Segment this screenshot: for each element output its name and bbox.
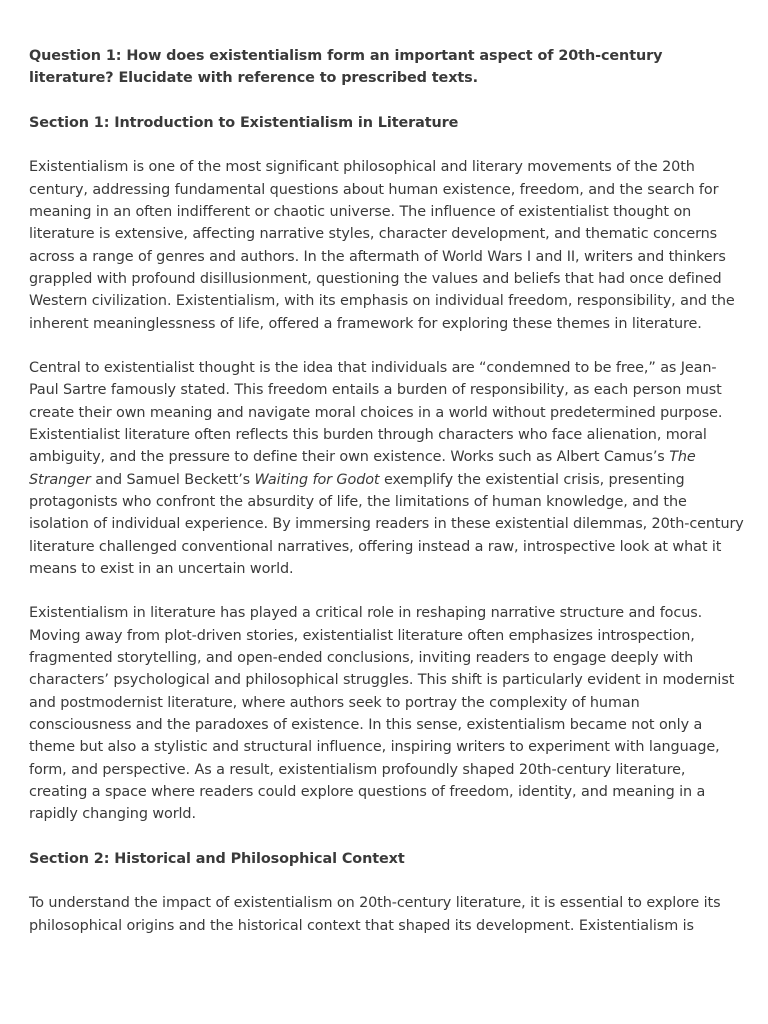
book-title-waiting-for-godot: Waiting for Godot bbox=[254, 471, 380, 488]
section-1-heading: Section 1: Introduction to Existentialism in Literature bbox=[29, 114, 459, 131]
paragraph-text: exemplify the existential crisis, presenting protagonists who confront the absurdity of life, the limitations of human knowledge, and the isolation of individual experience. By immersing readers in these existential dilemmas, 20th-century literature challenged conventional narratives, offering instead a raw, introspective look at what it means to exist in an uncertain world. bbox=[29, 471, 744, 577]
paragraph-text: Central to existentialist thought is the idea that individuals are “condemned to be free,” as Jean-Paul Sartre famously stated. This freedom entails a burden of responsibility, as each person must create their own meaning and navigate moral choices in a world without predetermined purpose. Existentialist literature often reflects this burden through characters who face alienation, moral ambiguity, and the pressure to define their own existence. Works such as Albert Camus’s bbox=[29, 360, 723, 466]
section-1-paragraph-1: Existentialism is one of the most significant philosophical and literary movements of the 20th century, addressing fundamental questions about human existence, freedom, and the search for meaning in an often indifferent or chaotic universe. The influence of existentialist thought on literature is extensive, affecting narrative styles, character development, and thematic concerns across a range of genres and authors. In the aftermath of World Wars I and II, writers and thinkers grappled with profound disillusionment, questioning the values and beliefs that had once defined Western civilization. Existentialism, with its emphasis on individual freedom, responsibility, and the inherent meaninglessness of life, offered a framework for exploring these themes in literature. bbox=[29, 159, 735, 332]
paragraph-text: and Samuel Beckett’s bbox=[90, 471, 255, 488]
section-1-paragraph-2 bbox=[29, 357, 745, 580]
section-1-paragraph-3: Existentialism in literature has played a critical role in reshaping narrative structure and focus. Moving away from plot-driven stories, existentialist literature often emphasizes introspection, fragmented storytelling, and open-ended conclusions, inviting readers to engage deeply with characters’ psychological and philosophical struggles. This shift is particularly evident in modernist and postmodernist literature, where authors seek to portray the complexity of human consciousness and the paradoxes of existence. In this sense, existentialism became not only a theme but also a stylistic and structural influence, inspiring writers to experiment with language, form, and perspective. As a result, existentialism profoundly shaped 20th-century literature, creating a space where readers could explore questions of freedom, identity, and meaning in a rapidly changing world. bbox=[29, 605, 735, 823]
section-2-paragraph-1: To understand the impact of existentialism on 20th-century literature, it is essential to explore its philosophical origins and the historical context that shaped its development. Existentialism is bbox=[29, 895, 721, 934]
document-body bbox=[29, 45, 745, 959]
book-title-the-stranger: The Stranger bbox=[29, 449, 696, 488]
section-2-heading: Section 2: Historical and Philosophical Context bbox=[29, 850, 405, 867]
question-heading: Question 1: How does existentialism form an important aspect of 20th-century literature? Elucidate with reference to prescribed texts. bbox=[29, 48, 663, 87]
